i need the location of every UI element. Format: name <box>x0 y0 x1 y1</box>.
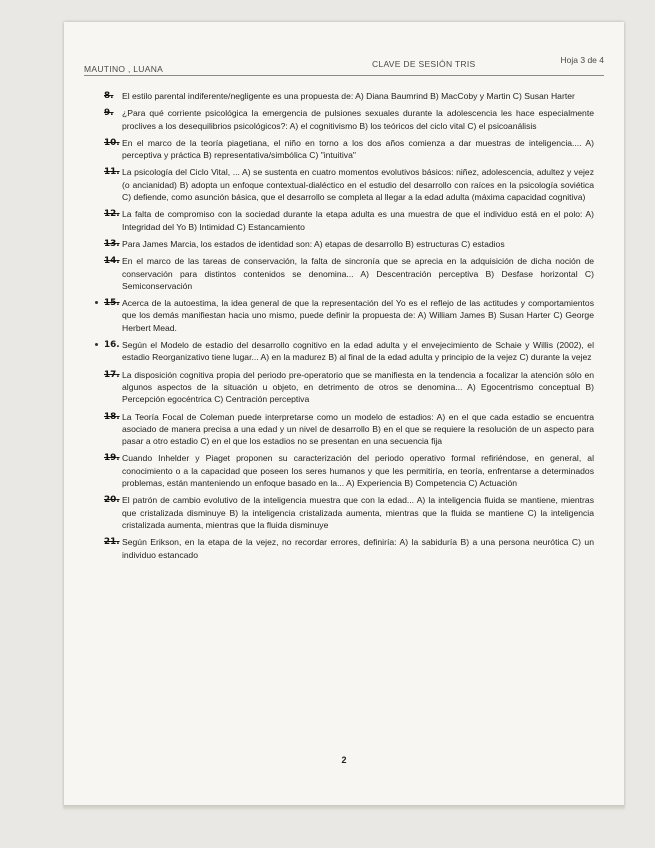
question-text: Según Erikson, en la etapa de la vejez, no recordar errores, definiría: A) la sabiduría B) a una persona neurótica C) un individuo estancado <box>122 537 594 560</box>
question-number: 10 . <box>104 137 120 149</box>
question-text: Según el Modelo de estadio del desarrollo cognitivo en la edad adulta y el envejecimiento de Schaie y Willis (2002), el estadio Reorganizativo tiene lugar... A) en la madurez B) al final de la edad adulta y principio de la vejez C) durante la vejez <box>122 340 594 363</box>
page-shadow <box>64 805 624 811</box>
question-item <box>104 90 594 102</box>
question-item <box>104 369 594 406</box>
session-key: CLAVE DE SESIÓN TRIS <box>372 59 476 69</box>
question-number: 12 . <box>104 208 120 220</box>
question-number: 21 . <box>104 536 120 548</box>
question-text: En el marco de la teoría piagetiana, el niño en torno a los dos años comienza a dar muestras de inteligencia.... A) perceptiva y práctica B) representativa/simbólica C) "intuitiva" <box>122 137 594 161</box>
question-text: ¿Para qué corriente psicológica la emergencia de pulsiones sexuales durante la adolescencia les hace especialmente proclives a los desequilibrios psicológicos?: A) el cognitivismo B) los teóricos del ciclo vital C) el psicoanálisis <box>122 108 594 131</box>
question-number: 16 . <box>104 339 120 351</box>
bullet-mark <box>95 301 98 304</box>
question-item <box>104 166 594 203</box>
question-number: 9 . <box>104 107 113 119</box>
question-text: Cuando Inhelder y Piaget proponen su caracterización del periodo operativo formal refiriéndose, en general, al conocimiento o a la capacidad que poseen los seres humanos y que les permitiría, en teoría, enfrentarse a determinados problemas, están manteniendo un enfoque basado en la... A) Experiencia B) Competencia C) Actuación <box>122 453 594 489</box>
bullet-mark <box>95 343 98 346</box>
question-text: El estilo parental indiferente/negligente es una propuesta de: A) Diana Baumrind B) MacCoby y Martin C) Susan Harter <box>122 91 575 101</box>
question-number: 19 . <box>104 452 120 464</box>
question-number: 17 . <box>104 369 120 381</box>
question-item <box>104 238 594 250</box>
header-divider <box>84 75 604 76</box>
question-text: La psicología del Ciclo Vital, ... A) se sustenta en cuatro momentos evolutivos básicos: niñez, adolescencia, adultez y vejez (o ancianidad) B) adopta un enfoque contextual-dialéctico en el estudio del desarrollo con raíces en la psicología soviética C) defiende, como asunción básica, que el desarrollo se completa al llegar a la edad adulta (máxima capacidad cognitiva) <box>122 167 594 203</box>
question-item <box>104 536 594 561</box>
question-text: El patrón de cambio evolutivo de la inteligencia muestra que con la edad... A) la inteligencia fluida se mantiene, mientras que cristalizada disminuye B) la inteligencia cristalizada aumenta, mientras que la fluida se mantiene C) la inteligencia cristalizada aumenta, mientras que la fluida disminuye <box>122 495 594 530</box>
question-number: 13 . <box>104 238 120 250</box>
exam-sheet <box>64 22 624 808</box>
question-item <box>104 452 594 489</box>
question-item <box>104 137 594 162</box>
question-text: Para James Marcia, los estados de identidad son: A) etapas de desarrollo B) estructuras C) estadios <box>122 238 505 249</box>
question-text: La Teoría Focal de Coleman puede interpretarse como un modelo de estadios: A) en el que cada estadio se encuentra asociado de manera precisa a una edad y un nivel de desarrollo B) en el que se requiere la resolución de un aspecto para pasar a otro estadio C) en el que los estadios no se presentan en una secuencia fija <box>122 411 594 447</box>
question-item <box>104 411 594 448</box>
question-text: La falta de compromiso con la sociedad durante la etapa adulta es una muestra de que el individuo está en el polo: A) Integridad del Yo B) Intimidad C) Estancamiento <box>122 209 594 232</box>
question-text: La disposición cognitiva propia del periodo pre-operatorio que se manifiesta en la tendencia a focalizar la atención sólo en algunos aspectos de la situación u objeto, en detrimento de otros se denomina... A) Egocentrismo conceptual B) Percepción egocéntrica C) Centración perceptiva <box>122 369 594 405</box>
question-number: 15 . <box>104 297 120 309</box>
question-item <box>104 494 594 531</box>
sheet-counter: Hoja 3 de 4 <box>560 55 604 65</box>
question-number: 18 . <box>104 411 120 423</box>
question-text: En el marco de las tareas de conservación, la falta de sincronía que se aprecia en la adquisición de dicha noción de conservación para distintos contenidos se denomina... A) Descentración perceptiva B) Desfase horizontal C) Semiconservación <box>122 256 594 291</box>
page-number: 2 <box>341 755 347 765</box>
question-number: 14 . <box>104 255 120 267</box>
sheet-header <box>84 42 604 72</box>
question-item <box>104 339 594 364</box>
question-number: 11 . <box>104 166 120 178</box>
question-item <box>104 255 594 292</box>
question-item <box>104 208 594 233</box>
question-item <box>104 107 594 132</box>
question-number: 8 . <box>104 90 113 102</box>
question-text: Acerca de la autoestima, la idea general de que la representación del Yo es el reflejo de las actitudes y comportamientos que los demás manifiestan hacia uno mismo, puede definir la propuesta de: A) William James B) Susan Harter C) George Herbert Mead. <box>122 298 594 333</box>
question-item <box>104 297 594 334</box>
student-name: MAUTINO , LUANA <box>84 64 164 74</box>
question-number: 20 . <box>104 494 120 506</box>
question-list <box>104 90 594 566</box>
